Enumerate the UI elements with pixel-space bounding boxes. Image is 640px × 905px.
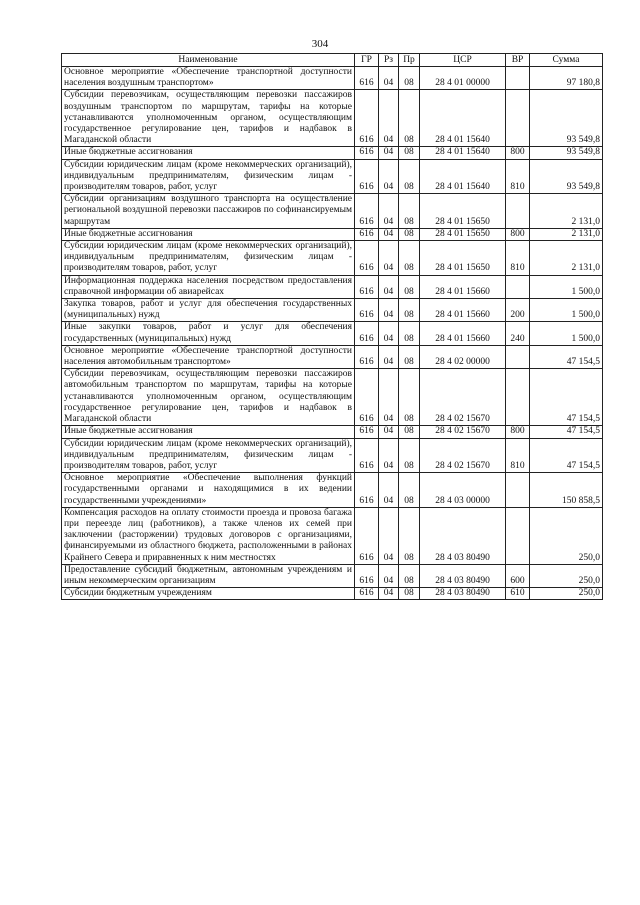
table-row: [62, 588, 603, 600]
row-name-cell: Предоставление субсидий бюджетным, автономным учреждениям и иным некоммерческим организациям: [62, 564, 355, 587]
row-sum-cell: 1 500,0: [530, 299, 603, 322]
row-name-cell: Субсидии юридическим лицам (кроме некоммерческих организаций), индивидуальным предпринимателям, физическим лицам - производителям товаров, работ, услуг: [62, 241, 355, 276]
budget-table: [61, 53, 603, 600]
row-name-cell: Иные закупки товаров, работ и услуг для обеспечения государственных (муниципальных) нужд: [62, 322, 355, 345]
row-gr-cell: 616: [355, 194, 379, 229]
row-pr-cell: 08: [399, 241, 420, 276]
row-csr-cell: 28 4 01 15650: [420, 241, 506, 276]
row-name-cell: Основное мероприятие «Обеспечение выполнения функций государственными органами и находящимися в их ведении государственными учреждениями»: [62, 473, 355, 508]
row-rz-cell: 04: [379, 194, 399, 229]
row-vr-cell: 810: [506, 241, 530, 276]
row-sum-cell: 250,0: [530, 507, 603, 564]
row-gr-cell: 616: [355, 369, 379, 426]
table-row: [62, 241, 603, 276]
table-row: [62, 369, 603, 426]
row-name-cell: Субсидии бюджетным учреждениям: [62, 588, 355, 600]
row-vr-cell: [506, 345, 530, 368]
table-header-row: [62, 54, 603, 67]
row-vr-cell: 800: [506, 147, 530, 159]
column-header-sum: Сумма: [530, 54, 603, 67]
row-rz-cell: 04: [379, 299, 399, 322]
row-vr-cell: 810: [506, 438, 530, 473]
row-name-cell: Субсидии перевозчикам, осуществляющим перевозки пассажиров автомобильным транспортом по маршрутам, тарифы на которые устанавливаются уполномоченным органом, осуществляющим государственное регулирование цен, тарифов и надбавок в Магаданской области: [62, 369, 355, 426]
table-row: [62, 159, 603, 194]
table-body: [62, 67, 603, 600]
row-vr-cell: 810: [506, 159, 530, 194]
row-rz-cell: 04: [379, 564, 399, 587]
row-gr-cell: 616: [355, 438, 379, 473]
row-sum-cell: 47 154,5: [530, 369, 603, 426]
row-rz-cell: 04: [379, 147, 399, 159]
row-pr-cell: 08: [399, 438, 420, 473]
row-vr-cell: [506, 194, 530, 229]
row-sum-cell: 2 131,0: [530, 241, 603, 276]
row-sum-cell: 1 500,0: [530, 322, 603, 345]
row-pr-cell: 08: [399, 159, 420, 194]
row-pr-cell: 08: [399, 322, 420, 345]
row-pr-cell: 08: [399, 507, 420, 564]
row-sum-cell: 2 131,0: [530, 194, 603, 229]
row-csr-cell: 28 4 02 15670: [420, 426, 506, 438]
row-name-cell: Компенсация расходов на оплату стоимости проезда и провоза багажа при переезде лиц (работников), а также членов их семей при заключении (расторжении) трудовых договоров с организациями, финансируемыми из областного бюджета, расположенными в районах Крайнего Севера и приравненных к ним местностях: [62, 507, 355, 564]
row-gr-cell: 616: [355, 345, 379, 368]
row-sum-cell: 1 500,0: [530, 275, 603, 298]
table-row: [62, 67, 603, 90]
row-vr-cell: [506, 369, 530, 426]
table-row: [62, 90, 603, 147]
row-pr-cell: 08: [399, 194, 420, 229]
row-vr-cell: 610: [506, 588, 530, 600]
row-gr-cell: 616: [355, 299, 379, 322]
row-sum-cell: 93 549,8: [530, 147, 603, 159]
row-name-cell: Иные бюджетные ассигнования: [62, 426, 355, 438]
row-vr-cell: [506, 473, 530, 508]
row-gr-cell: 616: [355, 241, 379, 276]
row-rz-cell: 04: [379, 345, 399, 368]
table-row: [62, 345, 603, 368]
row-sum-cell: 250,0: [530, 588, 603, 600]
row-gr-cell: 616: [355, 147, 379, 159]
row-name-cell: Иные бюджетные ассигнования: [62, 228, 355, 240]
row-sum-cell: 2 131,0: [530, 228, 603, 240]
row-gr-cell: 616: [355, 564, 379, 587]
row-gr-cell: 616: [355, 426, 379, 438]
row-csr-cell: 28 4 03 80490: [420, 564, 506, 587]
row-pr-cell: 08: [399, 228, 420, 240]
row-name-cell: Основное мероприятие «Обеспечение транспортной доступности населения автомобильным транспортом»: [62, 345, 355, 368]
row-csr-cell: 28 4 01 15660: [420, 299, 506, 322]
row-gr-cell: 616: [355, 588, 379, 600]
row-pr-cell: 08: [399, 67, 420, 90]
table-row: [62, 473, 603, 508]
row-pr-cell: 08: [399, 345, 420, 368]
row-pr-cell: 08: [399, 588, 420, 600]
row-vr-cell: 240: [506, 322, 530, 345]
row-csr-cell: 28 4 03 80490: [420, 507, 506, 564]
row-sum-cell: 47 154,5: [530, 426, 603, 438]
row-csr-cell: 28 4 01 00000: [420, 67, 506, 90]
row-rz-cell: 04: [379, 275, 399, 298]
row-name-cell: Субсидии юридическим лицам (кроме некоммерческих организаций), индивидуальным предпринимателям, физическим лицам - производителям товаров, работ, услуг: [62, 159, 355, 194]
row-rz-cell: 04: [379, 241, 399, 276]
row-name-cell: Закупка товаров, работ и услуг для обеспечения государственных (муниципальных) нужд: [62, 299, 355, 322]
row-gr-cell: 616: [355, 90, 379, 147]
row-rz-cell: 04: [379, 473, 399, 508]
row-csr-cell: 28 4 02 15670: [420, 369, 506, 426]
table-row: [62, 194, 603, 229]
row-rz-cell: 04: [379, 67, 399, 90]
table-row: [62, 507, 603, 564]
row-gr-cell: 616: [355, 67, 379, 90]
row-csr-cell: 28 4 01 15640: [420, 90, 506, 147]
row-rz-cell: 04: [379, 369, 399, 426]
row-gr-cell: 616: [355, 322, 379, 345]
row-vr-cell: [506, 507, 530, 564]
column-header-gr: ГР: [355, 54, 379, 67]
row-vr-cell: [506, 90, 530, 147]
row-rz-cell: 04: [379, 90, 399, 147]
row-sum-cell: 47 154,5: [530, 438, 603, 473]
row-rz-cell: 04: [379, 588, 399, 600]
row-vr-cell: 200: [506, 299, 530, 322]
row-rz-cell: 04: [379, 159, 399, 194]
row-csr-cell: 28 4 01 15660: [420, 275, 506, 298]
column-header-csr: ЦСР: [420, 54, 506, 67]
row-gr-cell: 616: [355, 159, 379, 194]
row-gr-cell: 616: [355, 228, 379, 240]
column-header-name: Наименование: [62, 54, 355, 67]
table-row: [62, 147, 603, 159]
page-number: 304: [311, 38, 329, 50]
row-sum-cell: 93 549,8: [530, 90, 603, 147]
row-rz-cell: 04: [379, 228, 399, 240]
row-csr-cell: 28 4 03 00000: [420, 473, 506, 508]
table-row: [62, 438, 603, 473]
row-rz-cell: 04: [379, 507, 399, 564]
table-row: [62, 564, 603, 587]
row-vr-cell: 800: [506, 228, 530, 240]
table-row: [62, 426, 603, 438]
row-pr-cell: 08: [399, 299, 420, 322]
row-sum-cell: 150 858,5: [530, 473, 603, 508]
row-name-cell: Субсидии юридическим лицам (кроме некоммерческих организаций), индивидуальным предпринимателям, физическим лицам - производителям товаров, работ, услуг: [62, 438, 355, 473]
row-name-cell: Субсидии организациям воздушного транспорта на осуществление региональной воздушной перевозки пассажиров по софинансируемым маршрутам: [62, 194, 355, 229]
row-sum-cell: 250,0: [530, 564, 603, 587]
row-csr-cell: 28 4 01 15640: [420, 147, 506, 159]
row-csr-cell: 28 4 03 80490: [420, 588, 506, 600]
row-pr-cell: 08: [399, 426, 420, 438]
row-csr-cell: 28 4 01 15660: [420, 322, 506, 345]
table-row: [62, 228, 603, 240]
row-sum-cell: 47 154,5: [530, 345, 603, 368]
row-rz-cell: 04: [379, 438, 399, 473]
table-row: [62, 299, 603, 322]
row-vr-cell: [506, 275, 530, 298]
row-name-cell: Основное мероприятие «Обеспечение транспортной доступности населения воздушным транспортом»: [62, 67, 355, 90]
row-pr-cell: 08: [399, 147, 420, 159]
row-sum-cell: 93 549,8: [530, 159, 603, 194]
table-row: [62, 322, 603, 345]
row-csr-cell: 28 4 02 15670: [420, 438, 506, 473]
row-pr-cell: 08: [399, 564, 420, 587]
row-vr-cell: 800: [506, 426, 530, 438]
row-gr-cell: 616: [355, 473, 379, 508]
row-vr-cell: [506, 67, 530, 90]
row-pr-cell: 08: [399, 275, 420, 298]
row-pr-cell: 08: [399, 90, 420, 147]
row-vr-cell: 600: [506, 564, 530, 587]
row-rz-cell: 04: [379, 322, 399, 345]
row-rz-cell: 04: [379, 426, 399, 438]
row-csr-cell: 28 4 02 00000: [420, 345, 506, 368]
row-gr-cell: 616: [355, 275, 379, 298]
row-csr-cell: 28 4 01 15650: [420, 228, 506, 240]
row-name-cell: Субсидии перевозчикам, осуществляющим перевозки пассажиров воздушным транспортом по маршрутам, тарифы на которые устанавливаются уполномоченным органом, осуществляющим государственное регулирование цен, тарифов и надбавок в Магаданской области: [62, 90, 355, 147]
row-name-cell: Информационная поддержка населения посредством предоставления справочной информации об авиарейсах: [62, 275, 355, 298]
column-header-rz: Рз: [379, 54, 399, 67]
column-header-pr: Пр: [399, 54, 420, 67]
row-csr-cell: 28 4 01 15640: [420, 159, 506, 194]
row-gr-cell: 616: [355, 507, 379, 564]
row-pr-cell: 08: [399, 369, 420, 426]
row-pr-cell: 08: [399, 473, 420, 508]
row-csr-cell: 28 4 01 15650: [420, 194, 506, 229]
row-name-cell: Иные бюджетные ассигнования: [62, 147, 355, 159]
column-header-vr: ВР: [506, 54, 530, 67]
table-row: [62, 275, 603, 298]
row-sum-cell: 97 180,8: [530, 67, 603, 90]
